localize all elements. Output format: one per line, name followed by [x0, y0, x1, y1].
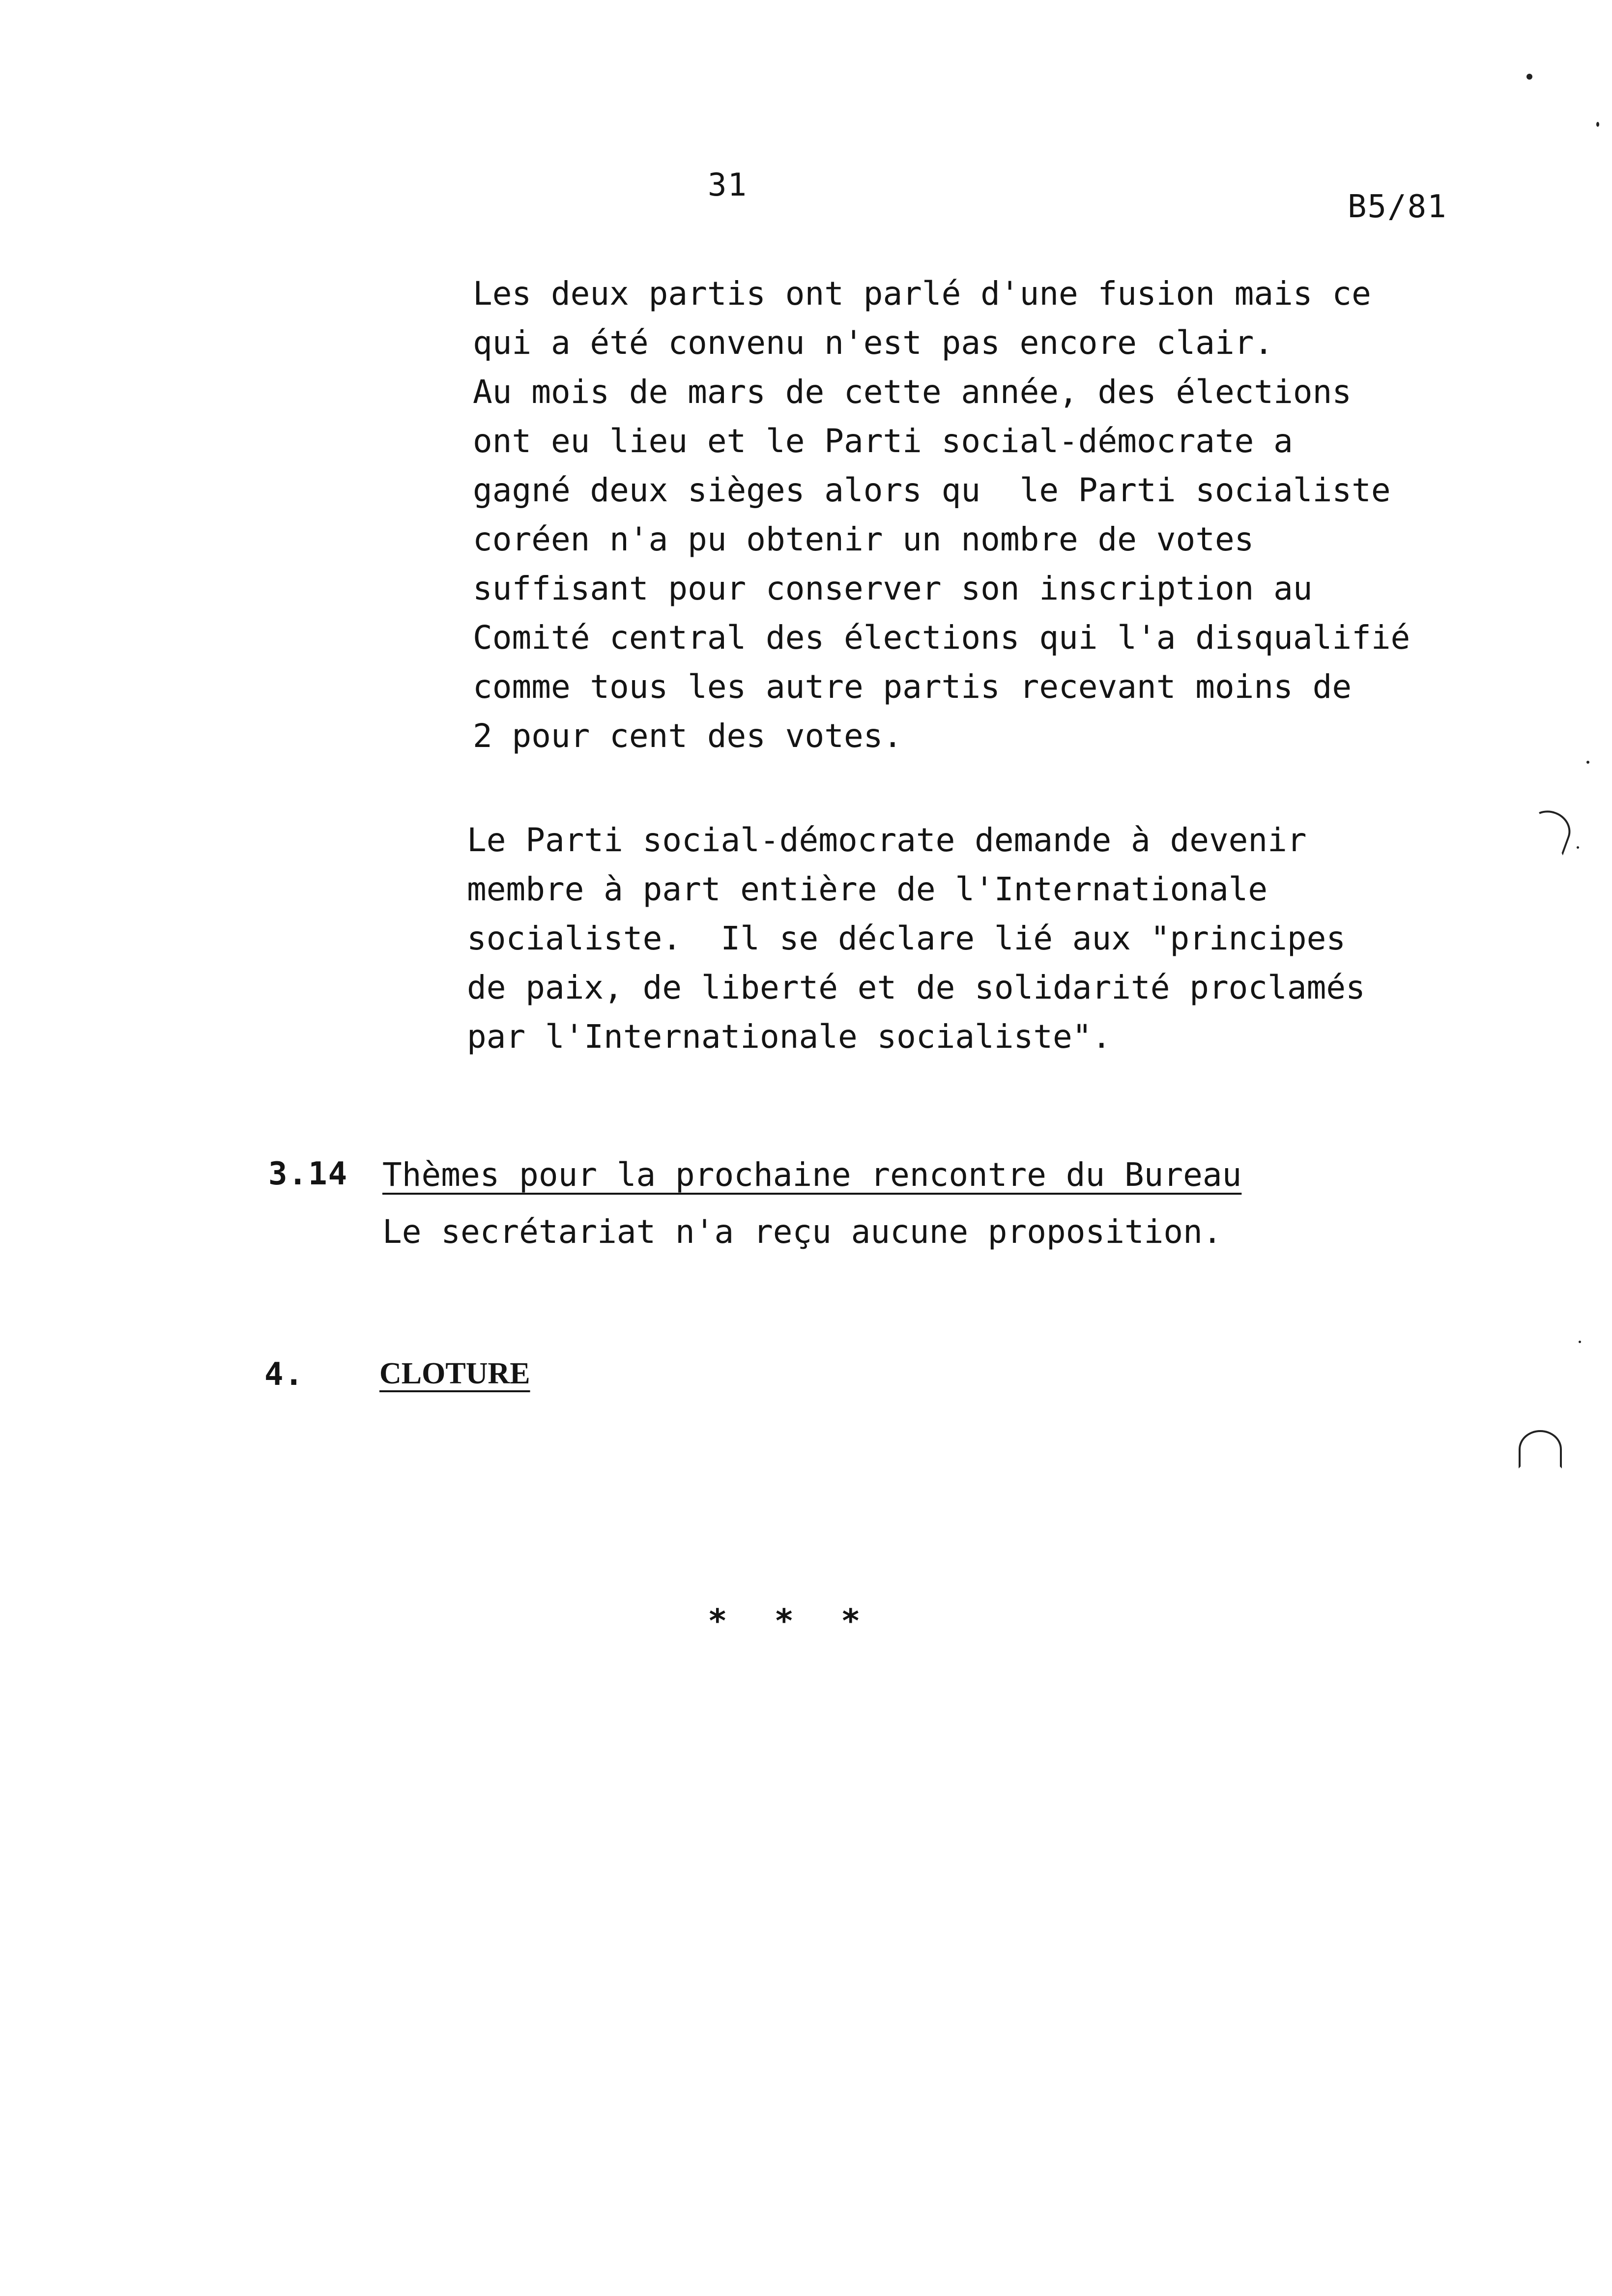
section-number-4: 4.	[264, 1356, 305, 1393]
paragraph-membership-request: Le Parti social-démocrate demande à devenir membre à part entière de l'Internationale socialiste. Il se déclare lié aux "principes de paix, de liberté et de solidarité proclamés par l'Internationale socialiste".	[467, 821, 1365, 1056]
paragraph-fusion: Les deux partis ont parlé d'une fusion mais ce qui a été convenu n'est pas encore clair. Au mois de mars de cette année, des élections ont eu lieu et le Parti social-démocrate a gagné deux sièges alors qu le Parti socialiste coréen n'a pu obtenir un nombre de votes suffisant pour conserver son inscription au Comité central des élections qui l'a disqualifié comme tous les autre partis recevant moins de 2 pour cent des votes.	[473, 275, 1410, 755]
section-title-cloture: CLOTURE	[379, 1357, 530, 1390]
closing-separator: * * *	[708, 1602, 874, 1640]
scan-speck	[1596, 122, 1599, 127]
punch-hole-mark	[1522, 804, 1576, 855]
scan-speck	[1577, 846, 1579, 849]
scan-speck	[1526, 74, 1532, 80]
scan-speck	[1579, 1341, 1581, 1343]
section-text-themes: Le secrétariat n'a reçu aucune proposition.	[382, 1213, 1222, 1251]
scan-speck	[1586, 761, 1589, 764]
document-reference: B5/81	[1348, 189, 1447, 225]
section-number-3-14: 3.14	[268, 1156, 348, 1192]
punch-hole-mark	[1519, 1430, 1562, 1468]
page-number: 31	[708, 167, 748, 203]
section-title-themes: Thèmes pour la prochaine rencontre du Bureau	[382, 1156, 1242, 1194]
